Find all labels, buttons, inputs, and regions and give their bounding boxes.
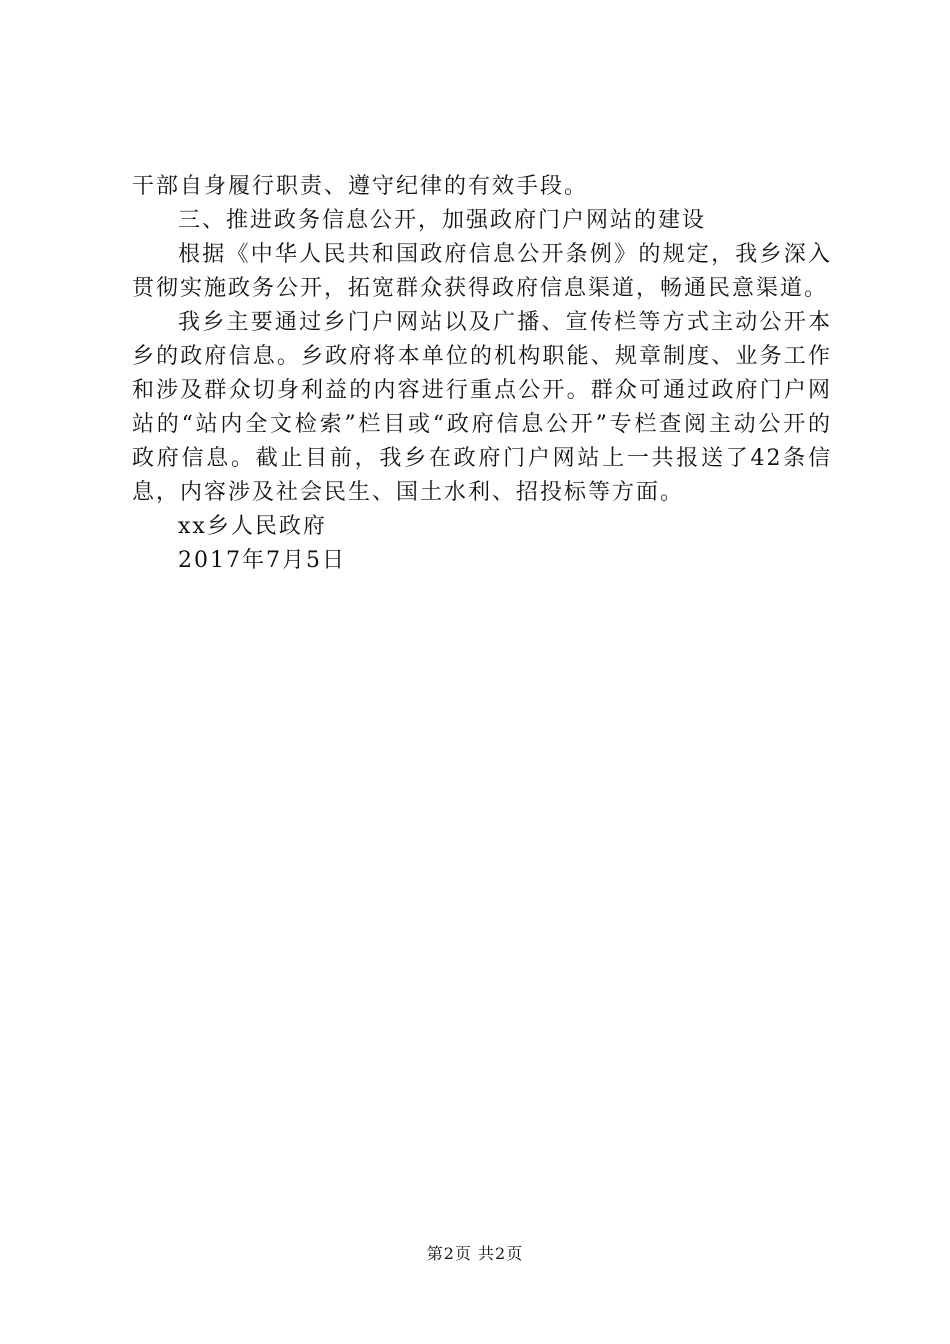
signature-date: 2017年7月5日: [178, 548, 346, 573]
paragraph-regulation: 根据《中华人民共和国政府信息公开条例》的规定，我乡深入贯彻实施政务公开，拓宽群众获得政府信息渠道，畅通民意渠道。: [132, 242, 832, 301]
page-number-footer: 第2页 共2页: [426, 1244, 524, 1263]
document-body: [132, 170, 832, 578]
section-heading: 三、推进政务信息公开，加强政府门户网站的建设: [178, 208, 707, 233]
paragraph-continuation: 干部自身履行职责、遵守纪律的有效手段。: [132, 174, 589, 199]
paragraph-disclosure: 我乡主要通过乡门户网站以及广播、宣传栏等方式主动公开本乡的政府信息。乡政府将本单位的机构职能、规章制度、业务工作和涉及群众切身利益的内容进行重点公开。群众可通过政府门户网站的“站内全文检索”栏目或“政府信息公开”专栏查阅主动公开的政府信息。截止目前，我乡在政府门户网站上一共报送了42条信息，内容涉及社会民生、国土水利、招投标等方面。: [132, 310, 832, 505]
signature-organization: xx乡人民政府: [178, 514, 327, 539]
